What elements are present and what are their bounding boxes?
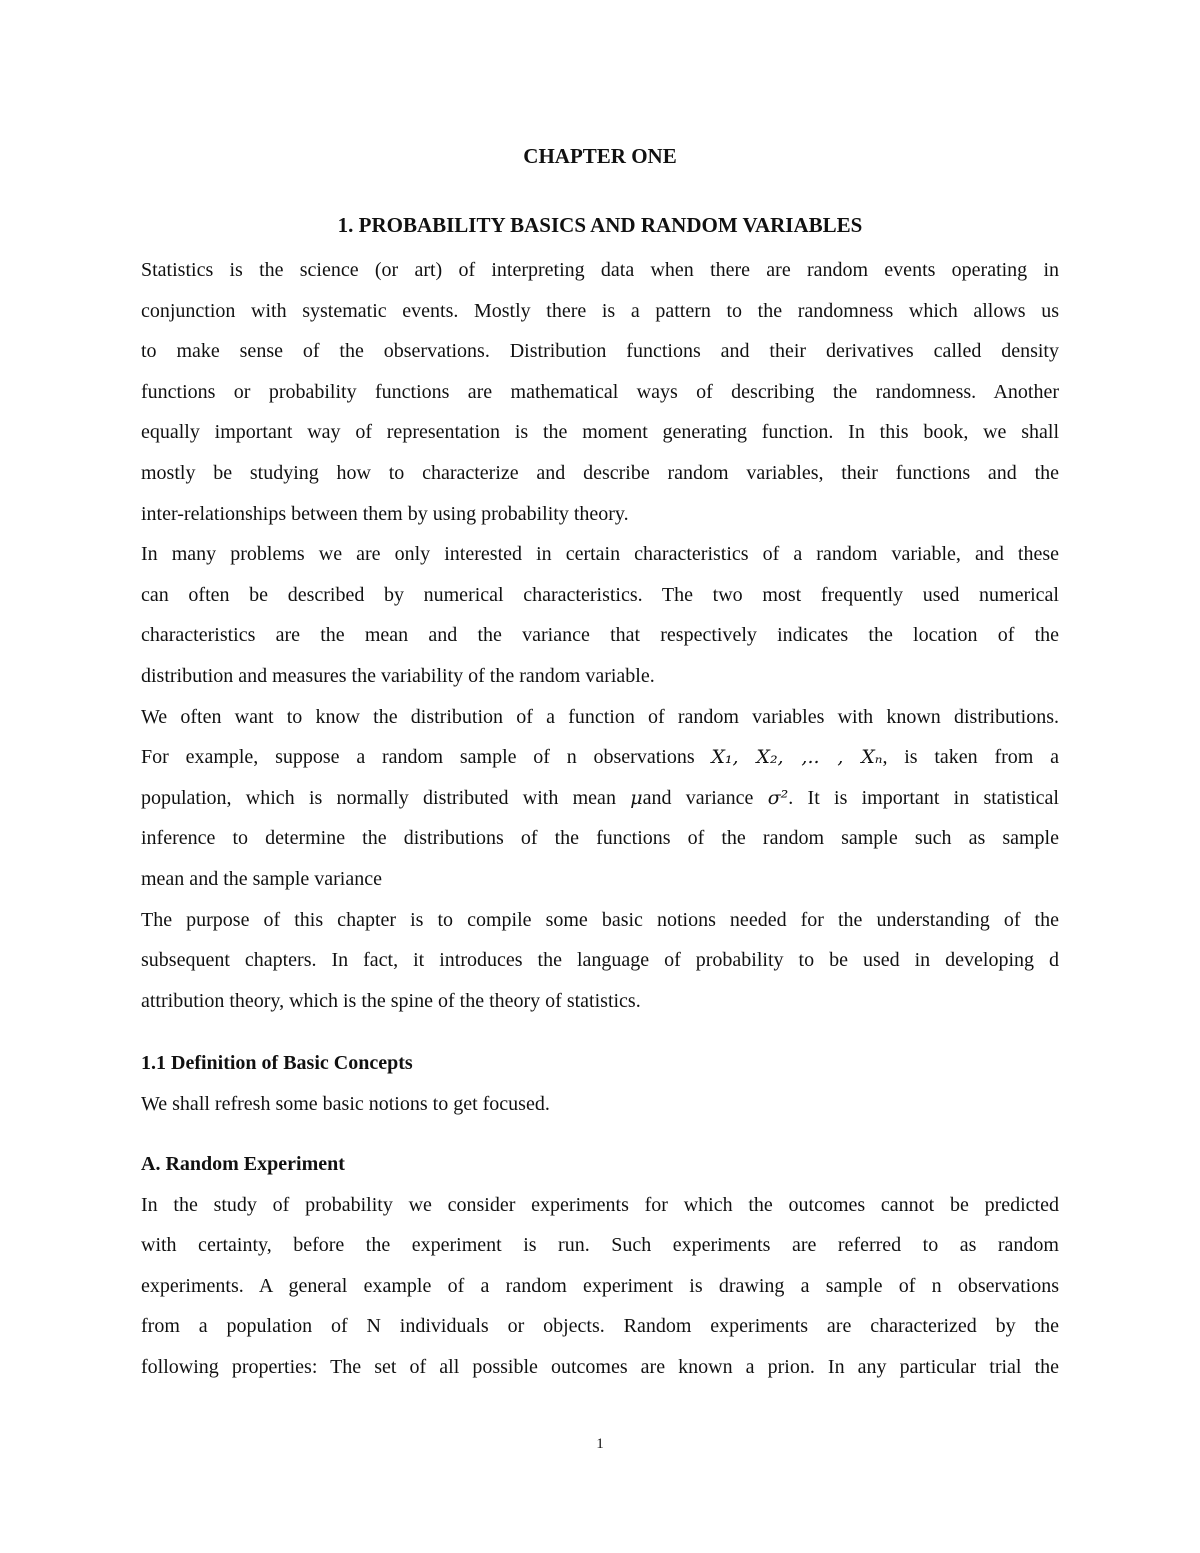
text: and variance: [642, 786, 768, 809]
text-line: The purpose of this chapter is to compile some basic notions needed for the understanding of the: [141, 908, 1059, 931]
text-line: experiments. A general example of a random experiment is drawing a sample of n observations: [141, 1274, 1059, 1297]
text-line: characteristics are the mean and the variance that respectively indicates the location of the: [141, 624, 1059, 647]
text-line: mostly be studying how to characterize and describe random variables, their functions and the: [141, 461, 1059, 484]
text-line: inter-relationships between them by using probability theory.: [141, 502, 629, 525]
section-title: 1. PROBABILITY BASICS AND RANDOM VARIABLES: [337, 213, 863, 237]
text-line: to make sense of the observations. Distribution functions and their derivatives called density: [141, 340, 1059, 363]
text-line: attribution theory, which is the spine of the theory of statistics.: [141, 989, 641, 1012]
text-line: conjunction with systematic events. Mostly there is a pattern to the randomness which allows us: [141, 299, 1059, 322]
text-line: Statistics is the science (or art) of interpreting data when there are random events operating in: [141, 259, 1059, 281]
text-line: with certainty, before the experiment is run. Such experiments are referred to as random: [141, 1234, 1059, 1257]
text-line: inference to determine the distributions of the functions of the random sample such as sample: [141, 827, 1059, 850]
sample-variables-math: X₁, X₂, ,.. , Xₙ: [711, 746, 883, 769]
text-line: functions or probability functions are mathematical ways of describing the randomness. Another: [141, 380, 1059, 403]
intro-paragraphs: [141, 250, 1059, 1021]
text-line: distribution and measures the variability of the random variable.: [141, 664, 655, 687]
text-line: mean and the sample variance: [141, 867, 382, 890]
text: . It is important in statistical: [788, 786, 1059, 809]
subsubsection-title: A. Random Experiment: [141, 1153, 345, 1175]
text-line: following properties: The set of all possible outcomes are known a prion. In any particular trial the: [141, 1355, 1059, 1378]
mu-symbol: μ: [630, 786, 643, 809]
text-line: subsequent chapters. In fact, it introduces the language of probability to be used in developing d: [141, 949, 1059, 972]
text-line: from a population of N individuals or objects. Random experiments are characterized by the: [141, 1315, 1059, 1338]
math-text-line: [141, 778, 1059, 819]
text-line: We shall refresh some basic notions to get focused.: [141, 1092, 550, 1115]
text-line: In many problems we are only interested in certain characteristics of a random variable, and these: [141, 543, 1059, 566]
text-line: equally important way of representation is the moment generating function. In this book, we shall: [141, 421, 1059, 444]
text: For example, suppose a random sample of n observations: [141, 746, 712, 769]
text: population, which is normally distributed with mean: [141, 786, 631, 809]
text-line: In the study of probability we consider experiments for which the outcomes cannot be predicted: [141, 1193, 1059, 1216]
text-line: We often want to know the distribution of a function of random variables with known distributions.: [141, 705, 1059, 728]
chapter-title: CHAPTER ONE: [523, 144, 677, 168]
sigma-squared-symbol: σ²: [767, 786, 789, 809]
text-line: can often be described by numerical characteristics. The two most frequently used numerical: [141, 583, 1059, 606]
page-number: 1: [596, 1436, 604, 1452]
subsection-title: 1.1 Definition of Basic Concepts: [141, 1052, 413, 1074]
text: , is taken from a: [882, 746, 1059, 769]
math-text-line: [141, 737, 1059, 778]
